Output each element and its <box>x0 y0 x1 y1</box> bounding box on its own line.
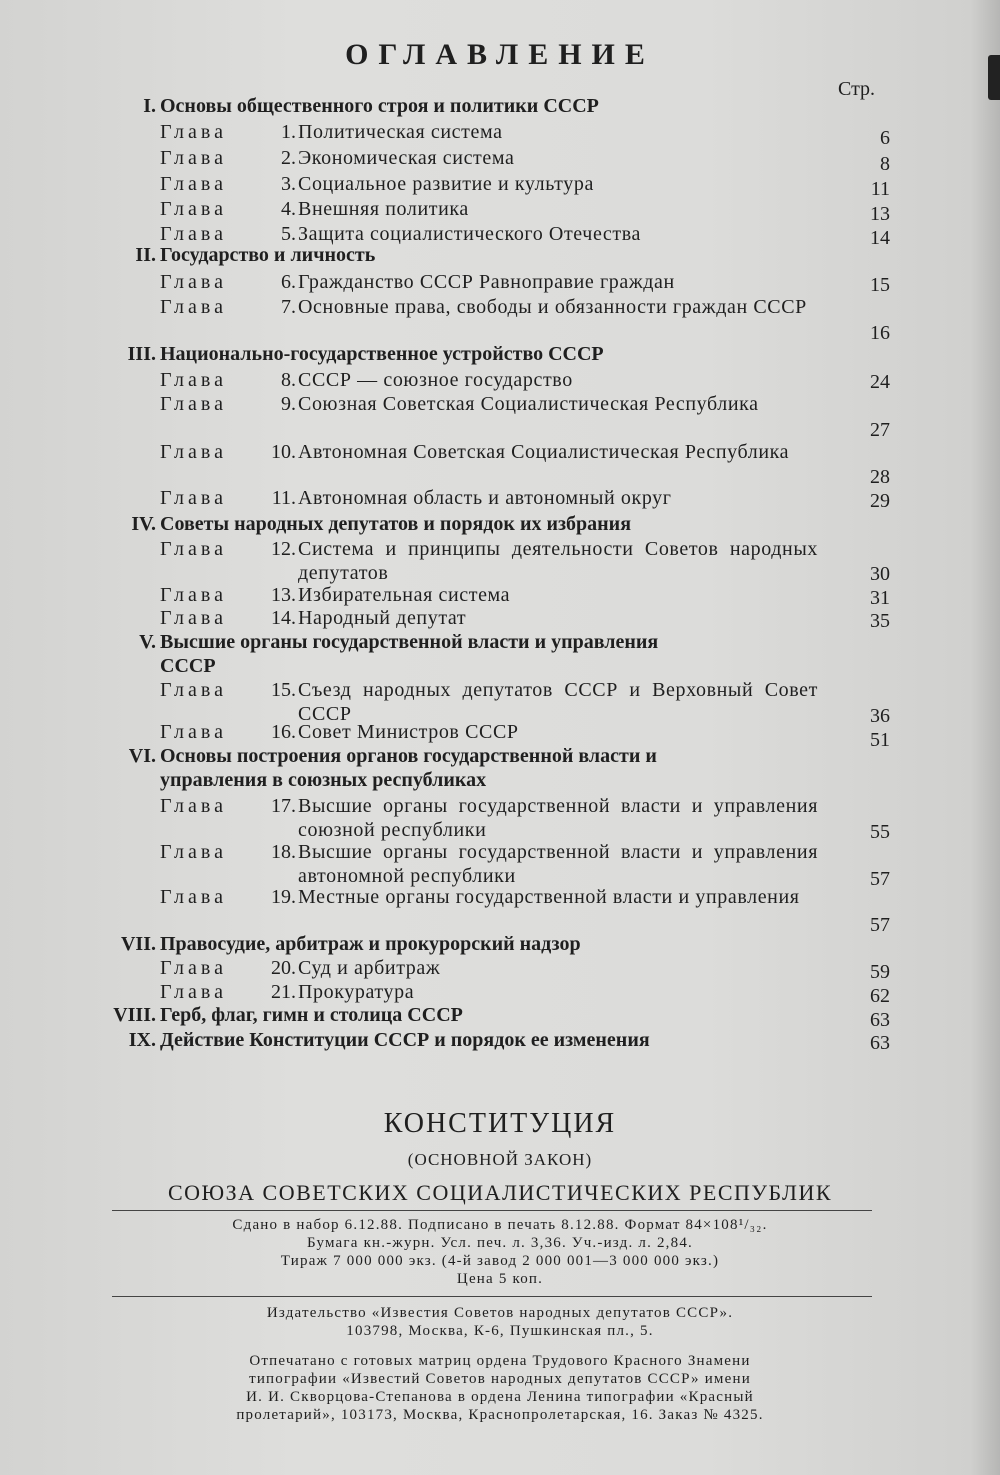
toc-section-2 <box>108 243 375 267</box>
chapter-page-number: 14 <box>870 227 890 249</box>
publisher-line: 103798, Москва, К-6, Пушкинская пл., 5. <box>346 1323 654 1339</box>
chapter-number: 21. <box>271 981 296 1003</box>
chapter-label: Глава <box>160 721 227 743</box>
toc-section-6 <box>108 744 657 792</box>
chapter-title: Социальное развитие и культура <box>298 173 594 195</box>
chapter-title: Экономическая система <box>298 147 515 169</box>
section-title: Высшие органы государственной власти и управления <box>160 631 659 653</box>
colophon-title: КОНСТИТУЦИЯ <box>383 1108 617 1139</box>
chapter-page-number: 13 <box>870 203 890 225</box>
chapter-page-number: 27 <box>870 419 890 441</box>
chapter-page-number: 24 <box>870 371 890 393</box>
chapter-number: 20. <box>271 957 296 979</box>
toc-section-9 <box>108 1028 650 1052</box>
printer-line: типографии «Известий Советов народных депутатов СССР» имени <box>249 1371 751 1387</box>
chapter-label: Глава <box>160 607 227 629</box>
colophon-subtitle: (ОСНОВНОЙ ЗАКОН) <box>407 1150 593 1169</box>
chapter-page-number: 28 <box>870 466 890 488</box>
chapter-number: 15. <box>271 679 296 701</box>
section-title: Основы общественного строя и политики СССР <box>160 95 599 117</box>
chapter-page-number: 15 <box>870 274 890 296</box>
section-title: Действие Конституции СССР и порядок ее изменения <box>160 1029 650 1051</box>
chapter-number: 2. <box>281 147 296 169</box>
print-info-line: Цена 5 коп. <box>456 1271 544 1287</box>
chapter-page-number: 29 <box>870 490 890 512</box>
section-title: Национально-государственное устройство СССР <box>160 343 604 365</box>
section-title: Герб, флаг, гимн и столица СССР <box>160 1004 463 1026</box>
print-info-line: Бумага кн.-журн. Усл. печ. л. 3,36. Уч.-изд. л. 2,84. <box>307 1235 693 1251</box>
chapter-number: 10. <box>271 441 296 463</box>
chapter-title: Суд и арбитраж <box>298 957 441 979</box>
chapter-page-number: 11 <box>870 178 890 200</box>
chapter-number: 14. <box>271 607 296 629</box>
chapter-page-number: 55 <box>870 821 890 843</box>
chapter-title: Съезд народных депутатов СССР и Верховный Совет СССР <box>298 679 818 725</box>
chapter-title: Народный депутат <box>298 607 467 629</box>
chapter-title: Гражданство СССР Равноправие граждан <box>298 271 675 293</box>
chapter-page-number: 35 <box>870 610 890 632</box>
publisher-info <box>0 1304 1000 1340</box>
section-numeral: I. <box>143 95 156 117</box>
chapter-title: Совет Министров СССР <box>298 721 519 743</box>
section-title: Государство и личность <box>160 244 376 266</box>
chapter-number: 3. <box>281 173 296 195</box>
section-numeral: V. <box>139 631 156 653</box>
print-info-line: Сдано в набор 6.12.88. Подписано в печать 8.12.88. Формат 84×108¹/₃₂. <box>232 1217 768 1233</box>
chapter-page-number: 31 <box>870 587 890 609</box>
chapter-number: 1. <box>281 121 296 143</box>
toc-section-7 <box>108 932 581 956</box>
chapter-number: 9. <box>281 393 296 415</box>
section-page-number: 63 <box>870 1032 890 1054</box>
chapter-label: Глава <box>160 538 227 560</box>
chapter-number: 18. <box>271 841 296 863</box>
page-title: ОГЛАВЛЕНИЕ <box>345 38 655 71</box>
chapter-label: Глава <box>160 584 227 606</box>
chapter-title: Автономная Советская Социалистическая Республика <box>298 441 790 463</box>
chapter-page-number: 57 <box>870 868 890 890</box>
chapter-label: Глава <box>160 198 227 220</box>
toc-section-5 <box>108 630 658 678</box>
chapter-label: Глава <box>160 271 227 293</box>
chapter-label: Глава <box>160 981 227 1003</box>
chapter-page-number: 8 <box>880 153 890 175</box>
colophon-subtitle-2: СОЮЗА СОВЕТСКИХ СОЦИАЛИСТИЧЕСКИХ РЕСПУБЛИК <box>167 1180 833 1205</box>
chapter-number: 11. <box>271 487 296 509</box>
toc-section-4 <box>108 512 631 536</box>
toc-section-1 <box>108 94 599 118</box>
chapter-page-number: 30 <box>870 563 890 585</box>
printer-line: Отпечатано с готовых матриц ордена Трудового Красного Знамени <box>249 1353 751 1369</box>
section-numeral: VI. <box>128 745 156 767</box>
chapter-title: Прокуратура <box>298 981 415 1003</box>
section-title: Советы народных депутатов и порядок их избрания <box>160 513 632 535</box>
chapter-title: СССР — союзное государство <box>298 369 573 391</box>
chapter-title: Защита социалистического Отечества <box>298 223 641 245</box>
chapter-number: 12. <box>271 538 296 560</box>
chapter-title: Союзная Советская Социалистическая Республика <box>298 393 759 415</box>
section-numeral: IV. <box>131 513 156 535</box>
chapter-number: 19. <box>271 886 296 908</box>
chapter-label: Глава <box>160 957 227 979</box>
section-numeral: IX. <box>128 1029 156 1051</box>
printer-line: И. И. Скворцова-Степанова в ордена Ленина типографии «Красный <box>246 1389 754 1405</box>
chapter-label: Глава <box>160 173 227 195</box>
chapter-label: Глава <box>160 886 227 908</box>
section-numeral: VIII. <box>113 1004 156 1026</box>
chapter-label: Глава <box>160 147 227 169</box>
chapter-label: Глава <box>160 795 227 817</box>
chapter-label: Глава <box>160 393 227 415</box>
print-info-line: Тираж 7 000 000 экз. (4-й завод 2 000 001—3 000 000 экз.) <box>280 1253 720 1269</box>
toc-section-8 <box>108 1003 463 1027</box>
chapter-title: Автономная область и автономный округ <box>298 487 672 509</box>
print-info <box>0 1216 1000 1288</box>
section-numeral: II. <box>135 244 156 266</box>
chapter-title: Избирательная система <box>298 584 511 606</box>
printer-line: пролетарий», 103173, Москва, Краснопролетарская, 16. Заказ № 4325. <box>236 1407 764 1423</box>
chapter-label: Глава <box>160 121 227 143</box>
section-title-continued: СССР <box>160 655 216 677</box>
section-title-continued: управления в союзных республиках <box>160 769 487 791</box>
chapter-label: Глава <box>160 441 227 463</box>
printer-info <box>0 1352 1000 1424</box>
chapter-title: Внешняя политика <box>298 198 469 220</box>
chapter-label: Глава <box>160 223 227 245</box>
chapter-title: Политическая система <box>298 121 503 143</box>
chapter-title: Высшие органы государственной власти и управления автономной республики <box>298 841 818 887</box>
chapter-page-number: 62 <box>870 985 890 1007</box>
chapter-label: Глава <box>160 679 227 701</box>
chapter-number: 6. <box>281 271 296 293</box>
chapter-number: 7. <box>281 296 296 318</box>
publisher-line: Издательство «Известия Советов народных депутатов СССР». <box>266 1305 734 1321</box>
divider <box>112 1210 872 1211</box>
section-page-number: 63 <box>870 1009 890 1031</box>
chapter-page-number: 57 <box>870 914 890 936</box>
section-numeral: III. <box>127 343 156 365</box>
chapter-title: Система и принципы деятельности Советов народных депутатов <box>298 538 818 584</box>
chapter-number: 13. <box>271 584 296 606</box>
chapter-number: 5. <box>281 223 296 245</box>
chapter-number: 16. <box>271 721 296 743</box>
divider <box>112 1296 872 1297</box>
toc-section-3 <box>108 342 604 366</box>
section-numeral: VII. <box>120 933 156 955</box>
chapter-number: 4. <box>281 198 296 220</box>
chapter-page-number: 59 <box>870 961 890 983</box>
chapter-page-number: 51 <box>870 729 890 751</box>
chapter-page-number: 16 <box>870 322 890 344</box>
chapter-label: Глава <box>160 841 227 863</box>
chapter-number: 8. <box>281 369 296 391</box>
chapter-label: Глава <box>160 369 227 391</box>
chapter-title: Местные органы государственной власти и управления <box>298 886 800 908</box>
chapter-label: Глава <box>160 487 227 509</box>
chapter-title: Основные права, свободы и обязанности граждан СССР <box>298 296 807 318</box>
chapter-page-number: 36 <box>870 705 890 727</box>
chapter-number: 17. <box>271 795 296 817</box>
section-title: Правосудие, арбитраж и прокурорский надзор <box>160 933 581 955</box>
section-title: Основы построения органов государственной власти и <box>160 745 657 767</box>
chapter-page-number: 6 <box>880 127 890 149</box>
chapter-title: Высшие органы государственной власти и управления союзной республики <box>298 795 818 841</box>
chapter-label: Глава <box>160 296 227 318</box>
page-column-label: Стр. <box>838 78 876 100</box>
